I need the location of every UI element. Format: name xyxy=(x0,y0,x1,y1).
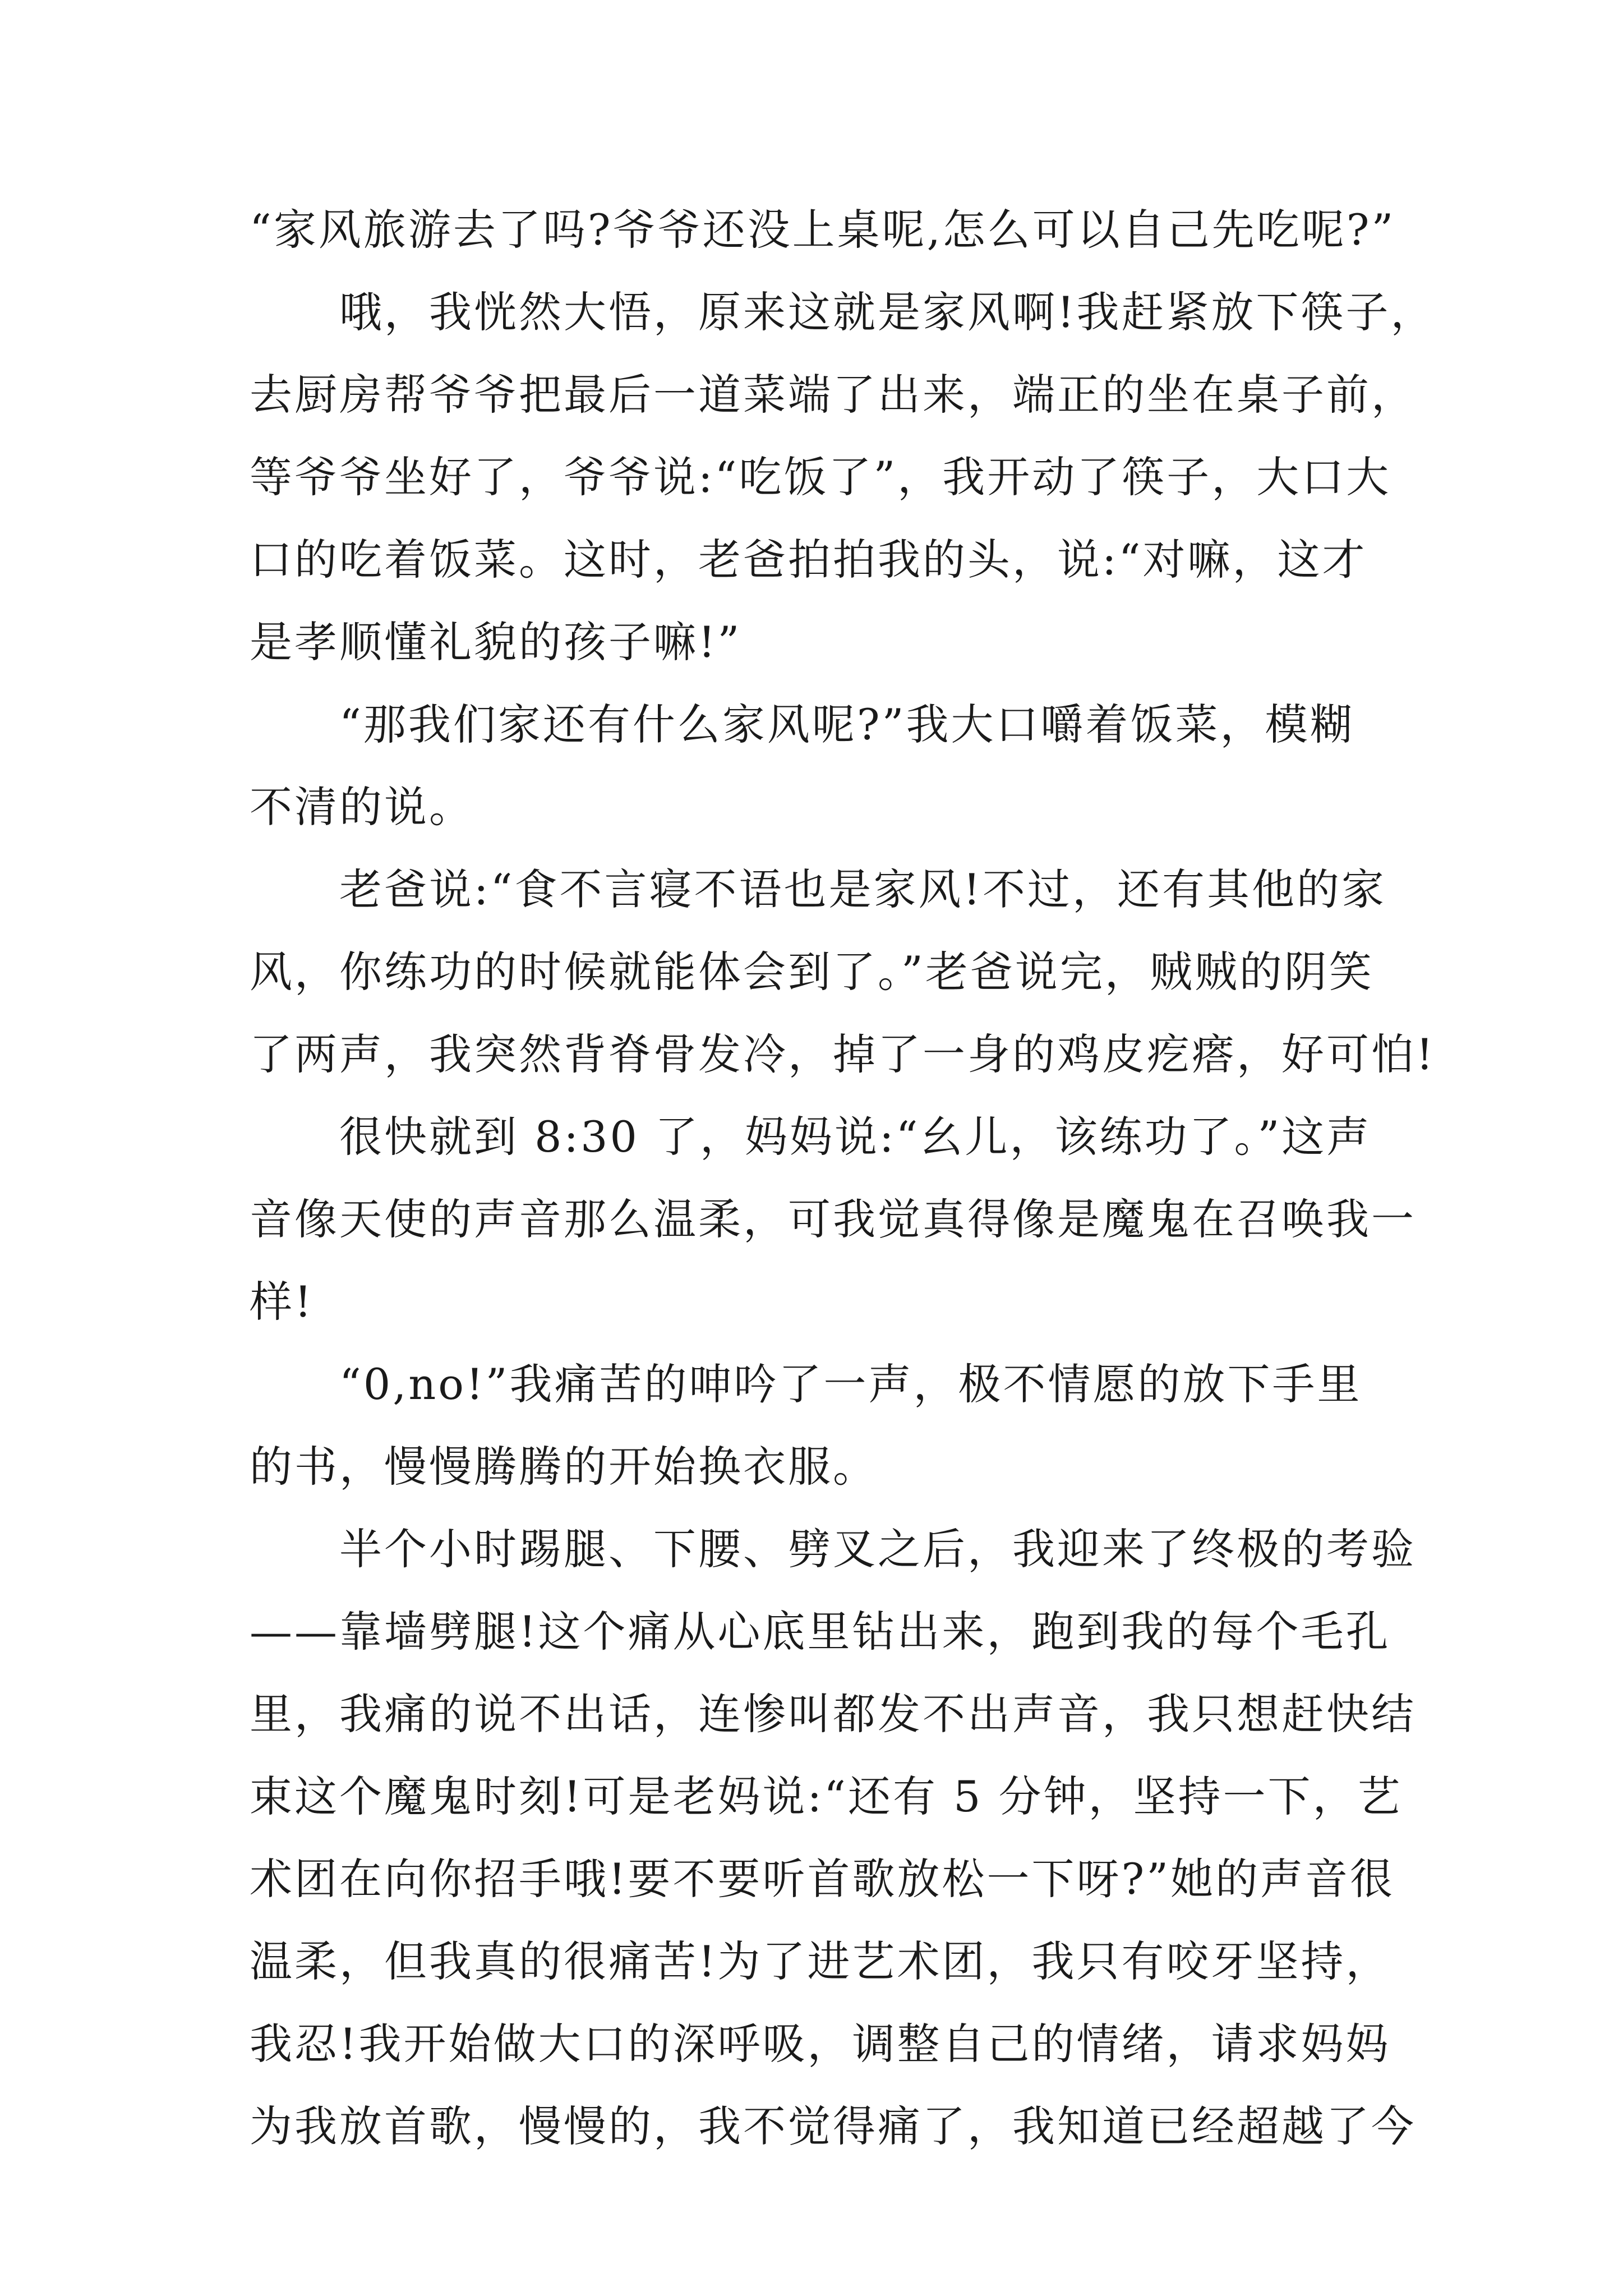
text-line: 是孝顺懂礼貌的孩子嘛!” xyxy=(250,617,742,667)
text-line: 温柔，但我真的很痛苦!为了进艺术团，我只有咬牙坚持， xyxy=(250,1936,1391,1986)
text-line: 哦，我恍然大悟，原来这就是家风啊!我赶紧放下筷子， xyxy=(250,287,1436,337)
text-line: 样! xyxy=(250,1277,314,1327)
text-line: 我忍!我开始做大口的深呼吸，调整自己的情绪，请求妈妈 xyxy=(250,2019,1391,2069)
text-line: 风，你练功的时候就能体会到了。”老爸说完，贼贼的阴笑 xyxy=(250,947,1374,997)
text-line: 的书，慢慢腾腾的开始换衣服。 xyxy=(250,1442,878,1492)
text-line: 去厨房帮爷爷把最后一道菜端了出来，端正的坐在桌子前， xyxy=(250,370,1416,420)
text-line: 老爸说:“食不言寝不语也是家风!不过，还有其他的家 xyxy=(250,864,1386,914)
text-line: 等爷爷坐好了，爷爷说:“吃饭了”，我开动了筷子，大口大 xyxy=(250,452,1391,502)
text-line: 音像天使的声音那么温柔，可我觉真得像是魔鬼在召唤我一 xyxy=(250,1194,1416,1244)
text-line: “家风旅游去了吗?爷爷还没上桌呢,怎么可以自己先吃呢?” xyxy=(250,205,1396,255)
text-line: 为我放首歌，慢慢的，我不觉得痛了，我知道已经超越了今 xyxy=(250,2101,1416,2151)
text-line: “那我们家还有什么家风呢?”我大口嚼着饭菜，模糊 xyxy=(250,700,1355,749)
text-line: ——靠墙劈腿!这个痛从心底里钻出来，跑到我的每个毛孔 xyxy=(250,1607,1391,1657)
text-line: 束这个魔鬼时刻!可是老妈说:“还有 5 分钟，坚持一下，艺 xyxy=(250,1772,1403,1821)
text-line: 半个小时踢腿、下腰、劈叉之后，我迎来了终极的考验 xyxy=(250,1524,1416,1574)
text-line: 口的吃着饭菜。这时，老爸拍拍我的头，说:“对嘛，这才 xyxy=(250,535,1367,585)
text-line: 很快就到 8:30 了，妈妈说:“幺儿，该练功了。”这声 xyxy=(250,1112,1372,1162)
text-line: 术团在向你招手哦!要不要听首歌放松一下呀?”她的声音很 xyxy=(250,1854,1395,1904)
text-line: 里，我痛的说不出话，连惨叫都发不出声音，我只想赶快结 xyxy=(250,1689,1416,1739)
text-line: 了两声，我突然背脊骨发冷，掉了一身的鸡皮疙瘩，好可怕! xyxy=(250,1029,1436,1079)
text-line: “0,no!”我痛苦的呻吟了一声，极不情愿的放下手里 xyxy=(250,1359,1362,1409)
text-line: 不清的说。 xyxy=(250,782,474,832)
